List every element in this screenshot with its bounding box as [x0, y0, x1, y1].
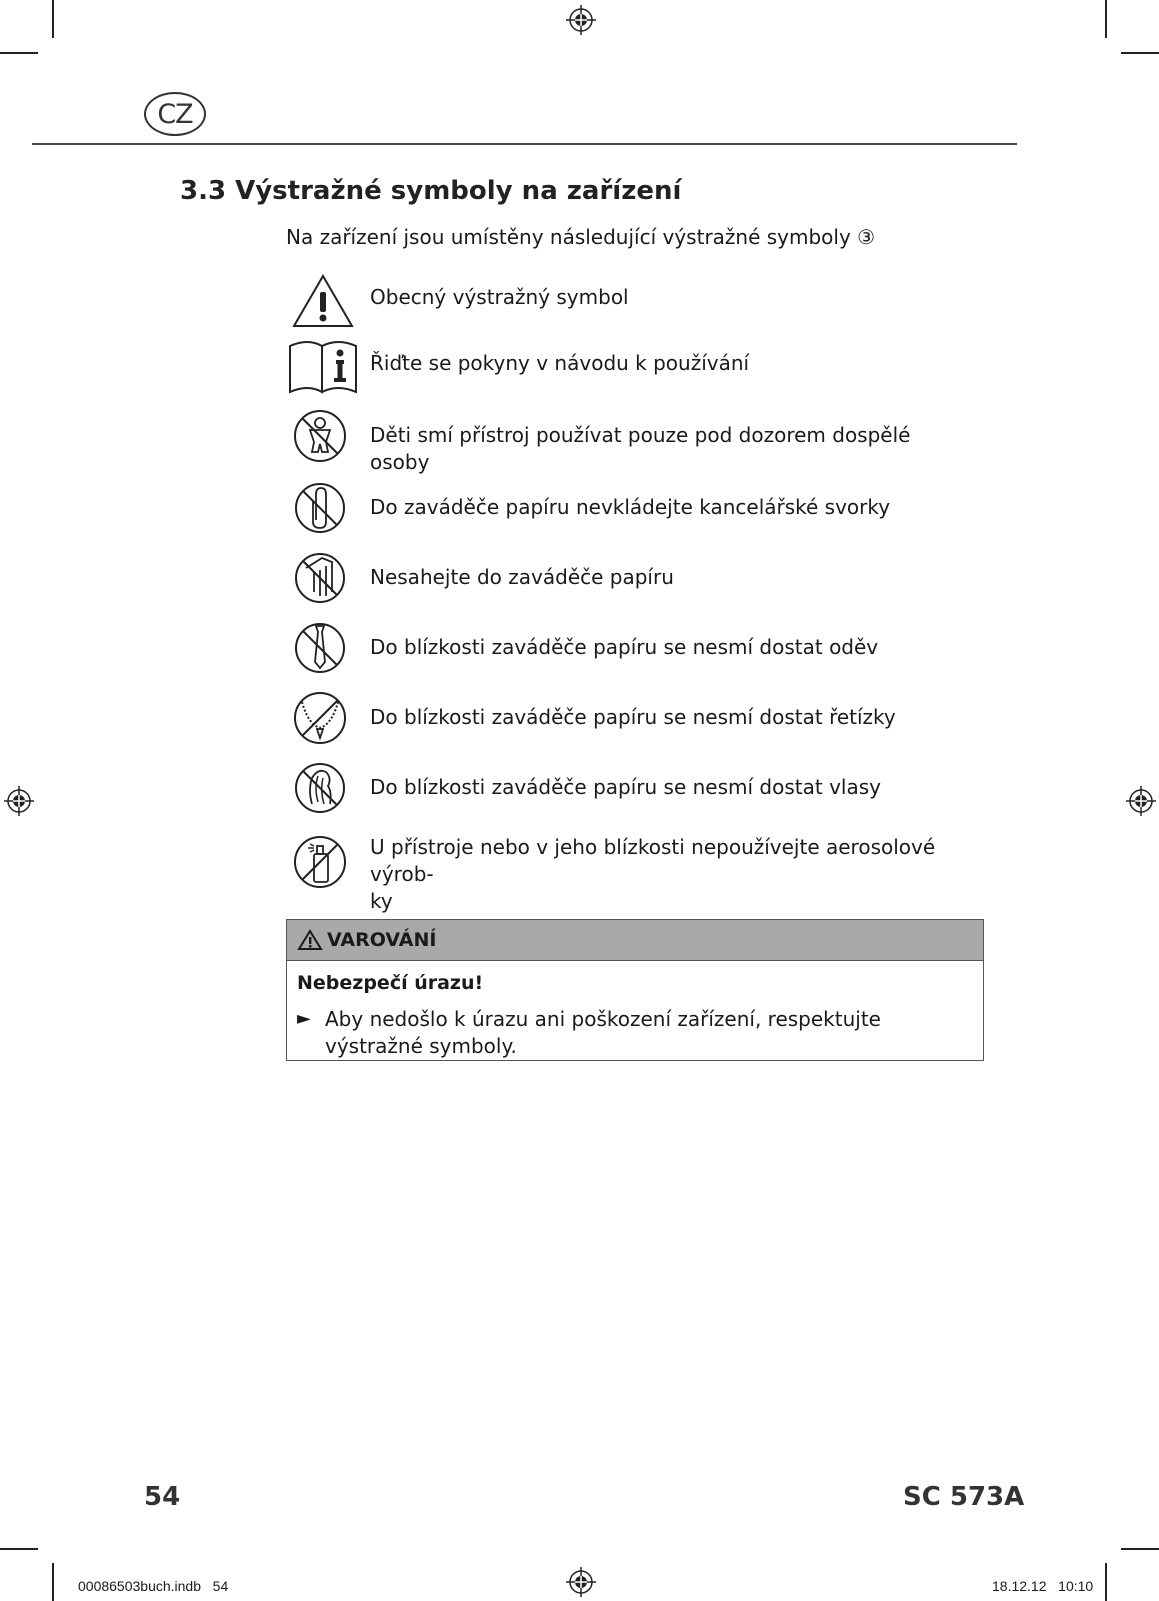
no-hair-icon [288, 758, 358, 818]
symbol-label: Do blízkosti zaváděče papíru se nesmí dostat vlasy [370, 775, 881, 799]
bullet-arrow-icon: ► [297, 1008, 311, 1029]
symbol-row [288, 406, 988, 474]
registration-mark-icon [4, 786, 34, 816]
print-timestamp: 18.12.12 10:10 [992, 1578, 1094, 1594]
print-file-info: 00086503buch.indb 54 [78, 1578, 229, 1594]
crop-mark [1105, 1563, 1107, 1601]
warning-triangle-icon [288, 272, 358, 332]
symbol-row [288, 832, 988, 913]
symbol-label: Obecný výstražný symbol [370, 285, 629, 309]
warning-box [286, 919, 984, 1061]
no-hand-icon [288, 548, 358, 608]
crop-mark [1121, 1548, 1159, 1550]
registration-mark-icon [566, 1567, 596, 1597]
symbol-row [288, 272, 988, 332]
no-aerosol-icon [288, 832, 358, 892]
page-number: 54 [144, 1482, 181, 1512]
symbol-row [288, 478, 988, 538]
registration-mark-icon [1126, 786, 1156, 816]
manual-info-icon [288, 336, 358, 396]
registration-mark-icon [566, 5, 596, 35]
no-tie-icon [288, 618, 358, 678]
symbol-row [288, 618, 988, 678]
crop-mark [0, 1548, 38, 1550]
crop-mark [52, 1563, 54, 1601]
warning-danger-title: Nebezpečí úrazu! [297, 972, 484, 994]
symbol-row [288, 336, 988, 396]
header-rule [32, 143, 1017, 145]
symbol-label: Děti smí přístroj používat pouze pod dozorem dospělé osoby [370, 423, 911, 474]
crop-mark [1105, 0, 1107, 38]
model-name: SC 573A [903, 1482, 1025, 1512]
symbol-row [288, 758, 988, 818]
no-necklace-icon [288, 688, 358, 748]
symbol-label: Do blízkosti zaváděče papíru se nesmí dostat řetízky [370, 705, 896, 729]
crop-mark [1121, 52, 1159, 54]
no-paperclip-icon [288, 478, 358, 538]
warning-label: VAROVÁNÍ [327, 929, 437, 951]
warning-triangle-icon [297, 929, 323, 951]
crop-mark [0, 52, 38, 54]
no-children-icon [288, 406, 358, 466]
section-intro: Na zařízení jsou umístěny následující výstražné symboly ③ [286, 225, 876, 249]
symbol-row [288, 548, 988, 608]
symbol-label: Do zaváděče papíru nevkládejte kancelářské svorky [370, 495, 891, 519]
warning-text: Aby nedošlo k úrazu ani poškození zařízení, respektujte výstražné symboly. [325, 1007, 881, 1058]
symbol-row [288, 688, 988, 748]
symbol-label: U přístroje nebo v jeho blízkosti nepoužívejte aerosolové výrob- ky [370, 835, 936, 913]
warning-header [287, 920, 983, 961]
crop-mark [52, 0, 54, 38]
section-title: 3.3 Výstražné symboly na zařízení [180, 176, 682, 206]
symbol-label: Do blízkosti zaváděče papíru se nesmí dostat oděv [370, 635, 879, 659]
symbol-label: Nesahejte do zaváděče papíru [370, 565, 674, 589]
language-badge: CZ [144, 92, 206, 136]
symbol-label: Řiďte se pokyny v návodu k používání [370, 351, 750, 375]
